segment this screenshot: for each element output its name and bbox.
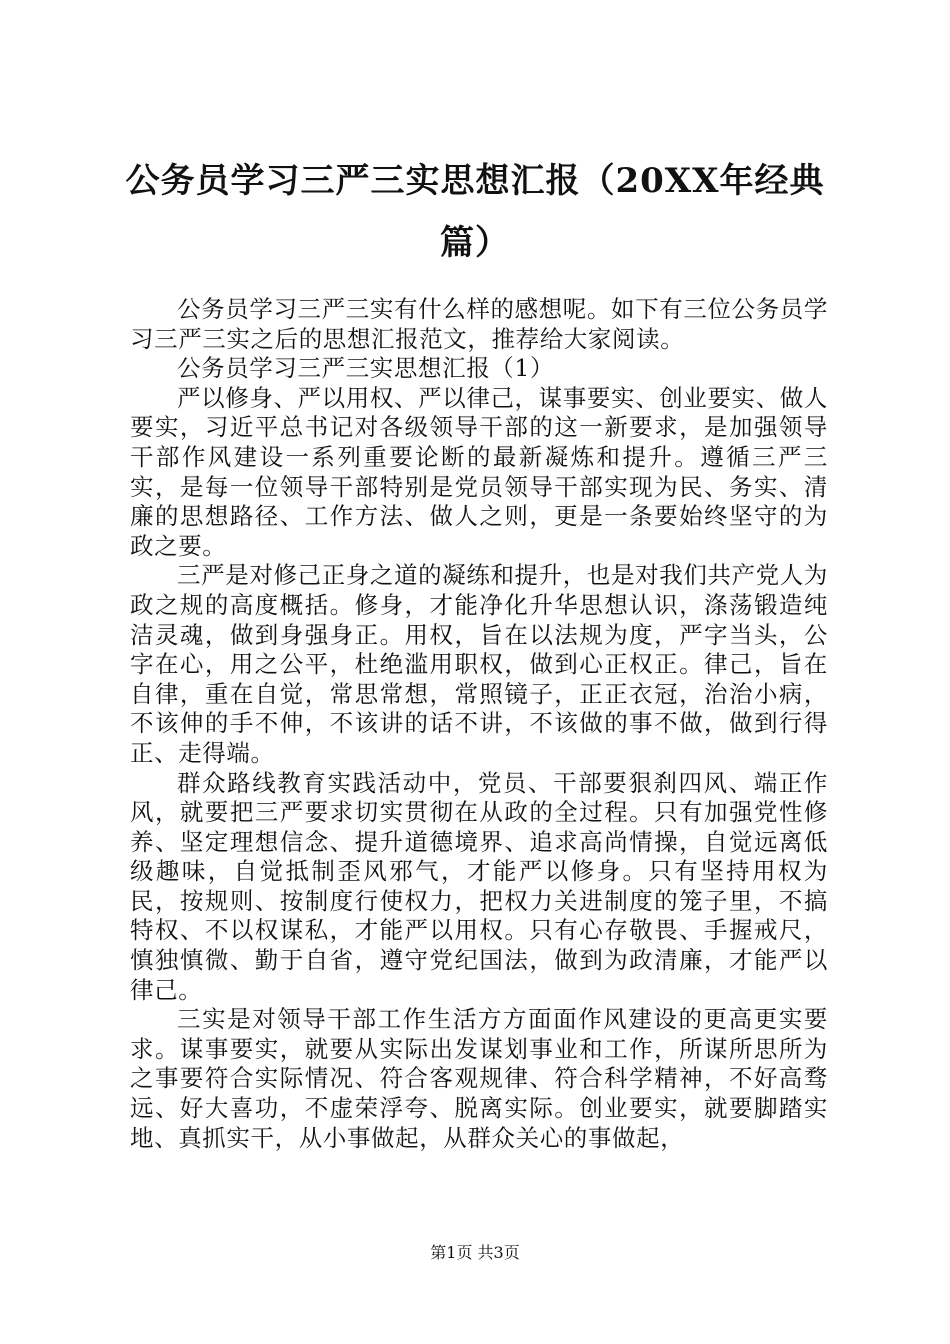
paragraph: 群众路线教育实践活动中，党员、干部要狠刹四风、端正作风，就要把三严要求切实贯彻在从政的全过程。只有加强党性修养、坚定理想信念、提升道德境界、追求高尚情操，自觉远离低级趣味，自觉抵制歪风邪气，才能严以修身。只有坚持用权为民，按规则、按制度行使权力，把权力关进制度的笼子里，不搞特权、不以权谋私，才能严以用权。只有心存敬畏、手握戒尺，慎独慎微、勤于自省，遵守党纪国法，做到为政清廉，才能严以律己。 [130,768,828,1004]
paragraph: 三严是对修己正身之道的凝练和提升，也是对我们共产党人为政之规的高度概括。修身，才能净化升华思想认识，涤荡锻造纯洁灵魂，做到身强身正。用权，旨在以法规为度，严字当头，公字在心，用之公平，杜绝滥用职权，做到心正权正。律己，旨在自律，重在自觉，常思常想，常照镜子，正正衣冠，治治小病，不该伸的手不伸，不该讲的话不讲，不该做的事不做，做到行得正、走得端。 [130,561,828,767]
section-heading: 公务员学习三严三实思想汇报（1） [177,354,555,383]
paragraph: 三实是对领导干部工作生活方方面面作风建设的更高更实要求。谋事要实，就要从实际出发谋划事业和工作，所谋所思所为之事要符合实际情况、符合客观规律、符合科学精神，不好高骛远、好大喜功，不虚荣浮夸、脱离实际。创业要实，就要脚踏实地、真抓实干，从小事做起，从群众关心的事做起， [130,1005,828,1152]
document-body [130,295,828,1153]
paragraph: 严以修身、严以用权、严以律己，谋事要实、创业要实、做人要实，习近平总书记对各级领导干部的这一新要求，是加强领导干部作风建设一系列重要论断的最新凝炼和提升。遵循三严三实，是每一位领导干部特别是党员领导干部实现为民、务实、清廉的思想路径、工作方法、做人之则，更是一条要始终坚守的为政之要。 [130,383,828,560]
page-footer: 第1页 共3页 [430,1243,520,1262]
document-title: 公务员学习三严三实思想汇报（20XX年经典篇） [125,161,825,263]
paragraph-intro: 公务员学习三严三实有什么样的感想呢。如下有三位公务员学习三严三实之后的思想汇报范文，推荐给大家阅读。 [130,295,828,353]
